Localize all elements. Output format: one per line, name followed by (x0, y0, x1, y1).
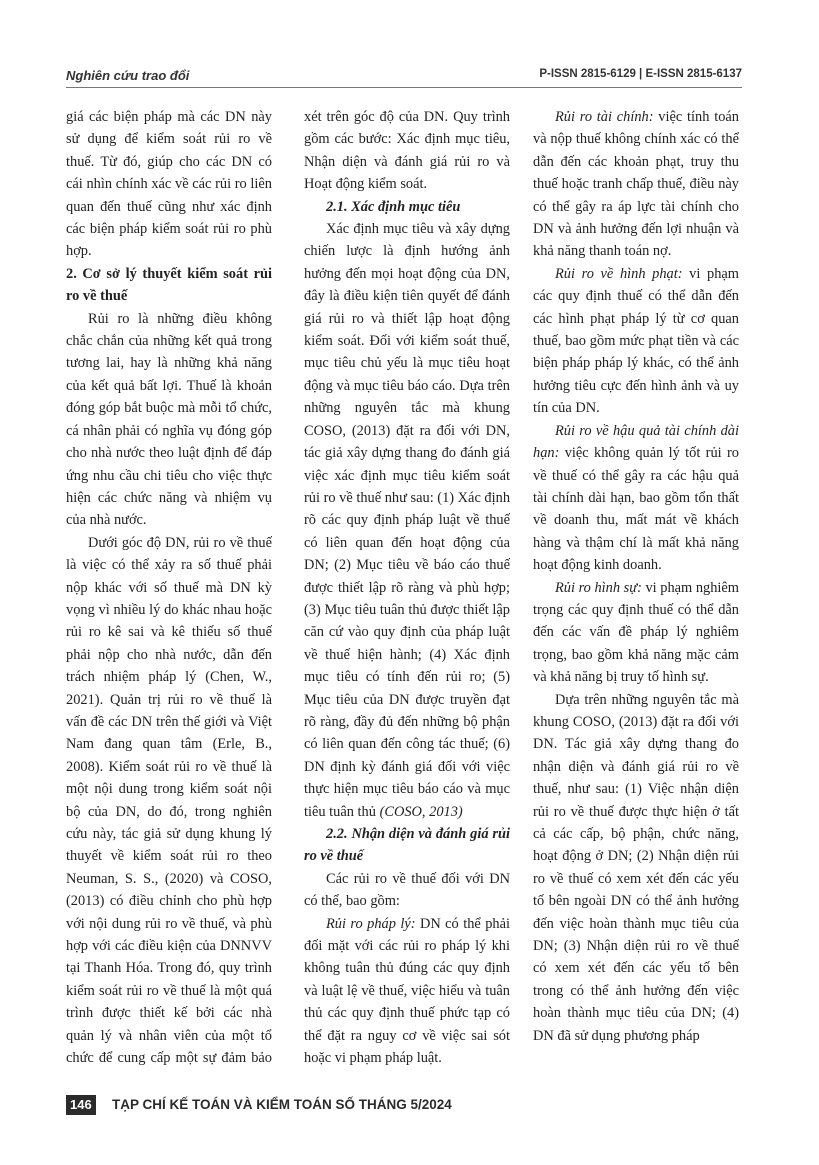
text-column-2 (304, 106, 510, 1066)
paragraph (533, 106, 739, 263)
paragraph (304, 218, 510, 823)
paragraph-text: vi phạm nghiêm trọng các quy định thuế có thể dẫn đến các vấn đề pháp lý nghiêm trọng, bao gồm khả năng mặc cảm và khả năng bị truy tố hình sự. (533, 579, 739, 686)
paragraph: giá các biện pháp mà các DN này sử dụng để kiểm soát rủi ro về thuế. Từ đó, giúp cho các DN có cái nhìn chính xác về các rủi ro liên quan đến thuế cũng như xác định các biện pháp kiểm soát rủi ro phù hợp. (66, 109, 272, 260)
paragraph: Dựa trên những nguyên tắc mà khung COSO, (2013) đặt ra đối với DN. Tác giả xây dựng thang đo nhận diện và đánh giá rủi ro về thuế, như sau: (1) Việc nhận diện rủi ro về thuế được thực hiện ở tất cả các cấp, bộ phận, chức năng, hoạt động ở DN; (2) Nhận diện rủi ro về thuế có xem xét đến các yếu tố bên ngoài DN có thể ảnh hưởng đến việc hoàn thành mục tiêu của DN; (3) Nhận diện rủi ro về thuế có xem xét đến các yếu tố bên trong có thể ảnh hưởng đến việc hoàn thành mục tiêu của DN; (4) DN đã sử dụng phương pháp (533, 691, 739, 1044)
header-divider (66, 87, 742, 88)
subsection-heading: 2.2. Nhận diện và đánh giá rủi ro về thuế (304, 826, 510, 865)
text-column-3 (533, 106, 739, 1066)
term-label: Rủi ro về hình phạt: (555, 265, 683, 282)
subsection-heading: 2.1. Xác định mục tiêu (326, 198, 461, 215)
paragraph-text: vi phạm các quy định thuế có thể dẫn đến các hình phạt pháp lý từ cơ quan thuế, bao gồm mức phạt tiền và các biện pháp pháp lý khác, có thể ảnh hưởng tiêu cực đến hình ảnh và uy tín của DN. (533, 265, 739, 417)
running-header-section: Nghiên cứu trao đổi (66, 68, 190, 83)
citation: (COSO, 2013) (379, 803, 463, 820)
paragraph-text: Xác định mục tiêu và xây dựng chiến lược là định hướng ảnh hưởng đến mọi hoạt động của DN, đây là điều kiện tiên quyết để đánh giá rủi ro và thiết lập hoạt động kiểm soát. Đối với kiểm soát thuế, mục tiêu chủ yếu là mục tiêu hoạt động và mục tiêu báo cáo. Dựa trên những nguyên tắc mà khung COSO, (2013) đặt ra đối với DN, tác giả xây dựng thang đo đánh giá việc xác định mục tiêu kiểm soát rủi ro về thuế như sau: (1) Xác định rõ các quy định pháp luật về thuế có liên quan đến hoạt động của DN; (2) Mục tiêu về báo cáo thuế được thiết lập rõ ràng và phù hợp; (3) Mục tiêu tuân thủ được thiết lập căn cứ vào quy định của pháp luật về thuế hiện hành; (4) Xác định mục tiêu có tính đến rủi ro; (5) Mục tiêu của DN được truyền đạt rõ ràng, đầy đủ đến những bộ phận có liên quan đến công tác thuế; (6) DN định kỳ đánh giá đối với việc thực hiện mục tiêu báo cáo và mục tiêu tuân thủ (304, 221, 510, 820)
journal-footer-title: TẠP CHÍ KẾ TOÁN VÀ KIỂM TOÁN SỐ THÁNG 5/2024 (112, 1097, 452, 1112)
paragraph (533, 577, 739, 689)
paragraph (533, 420, 739, 577)
term-label: Rủi ro pháp lý: (326, 915, 416, 932)
paragraph-text: việc không quản lý tốt rủi ro về thuế có thể gây ra các hậu quả tài chính dài hạn, bao gồm tổn thất về doanh thu, mất mát về khách hàng và thậm chí là mất khả năng hoạt động kinh doanh. (533, 445, 739, 574)
running-header-issn: P-ISSN 2815-6129 | E-ISSN 2815-6137 (539, 68, 742, 80)
paragraph: Rủi ro là những điều không chắc chắn của những kết quả trong tương lai, hay là những khả năng của kết quả bất lợi. Thuế là khoản đóng góp bắt buộc mà mỗi tổ chức, cá nhân phải có nghĩa vụ đóng góp cho nhà nước theo luật định để đáp ứng nhu cầu chi tiêu cho việc thực hiện các chức năng và nhiệm vụ của nhà nước. (66, 310, 272, 529)
paragraph: xét trên góc độ của DN. Quy trình gồm các bước: Xác định mục tiêu, Nhận diện và đánh giá rủi ro và Hoạt động kiểm soát. (304, 109, 510, 193)
section-heading: 2. Cơ sở lý thuyết kiểm soát rủi ro về thuế (66, 265, 272, 305)
paragraph (533, 263, 739, 420)
term-label: Rủi ro tài chính: (555, 109, 654, 125)
text-column-1 (66, 106, 272, 1066)
term-label: Rủi ro hình sự: (555, 579, 642, 596)
paragraph: Dưới góc độ DN, rủi ro về thuế là việc có thể xảy ra số thuế phải nộp khác với số thuế mà DN kỳ vọng vì nhiều lý do khác nhau hoặc rủi ro kê sai và kê thiếu số thuế phải nộp cho nhà nước, dẫn đến trách nhiệm pháp lý (Chen, W., 2021). Quản trị rủi ro về thuế là vấn đề các DN trên thế giới và Việt Nam đang quan tâm (Erle, B., 2008). Kiểm soát rủi ro về thuế là một nội dung trong kiểm soát nội bộ của DN, do đó, trong nghiên cứu này, tác giả sử dụng khung lý thuyết về kiểm soát rủi ro theo Neuman, S. S., (2020) và COSO, (2013) có điều chỉnh cho phù hợp với nội dung rủi ro về thuế, và phù hợp với các điều kiện của DNNVV tại Thanh Hóa. Trong đó, quy trình kiểm soát rủi ro về thuế là một quá trình được thiết kế bởi các nhà quản lý và nhân viên của một tổ chức để cung cấp một sự đảm bảo (66, 534, 272, 1066)
paragraph-text: DN có thể phải đối mặt với các rủi ro pháp lý khi không tuân thủ đúng các quy định và luật lệ về thuế, việc hiểu và tuân thủ các quy định thuế phức tạp có thể đặt ra nguy cơ về việc sai sót hoặc vi phạm pháp luật. (304, 915, 510, 1066)
paragraph-text: việc tính toán và nộp thuế không chính xác có thể dẫn đến các khoản phạt, truy thu thuế hoặc tranh chấp thuế, điều này có thể gây ra áp lực tài chính cho DN và ảnh hưởng đến lợi nhuận và khả năng thanh toán nợ. (533, 109, 739, 260)
page-number: 146 (66, 1095, 96, 1115)
term-label: Rủi ro về hậu quả tài chính dài hạn: (533, 422, 739, 462)
paragraph (304, 913, 510, 1066)
paragraph: Các rủi ro về thuế đối với DN có thể, bao gồm: (304, 870, 510, 910)
